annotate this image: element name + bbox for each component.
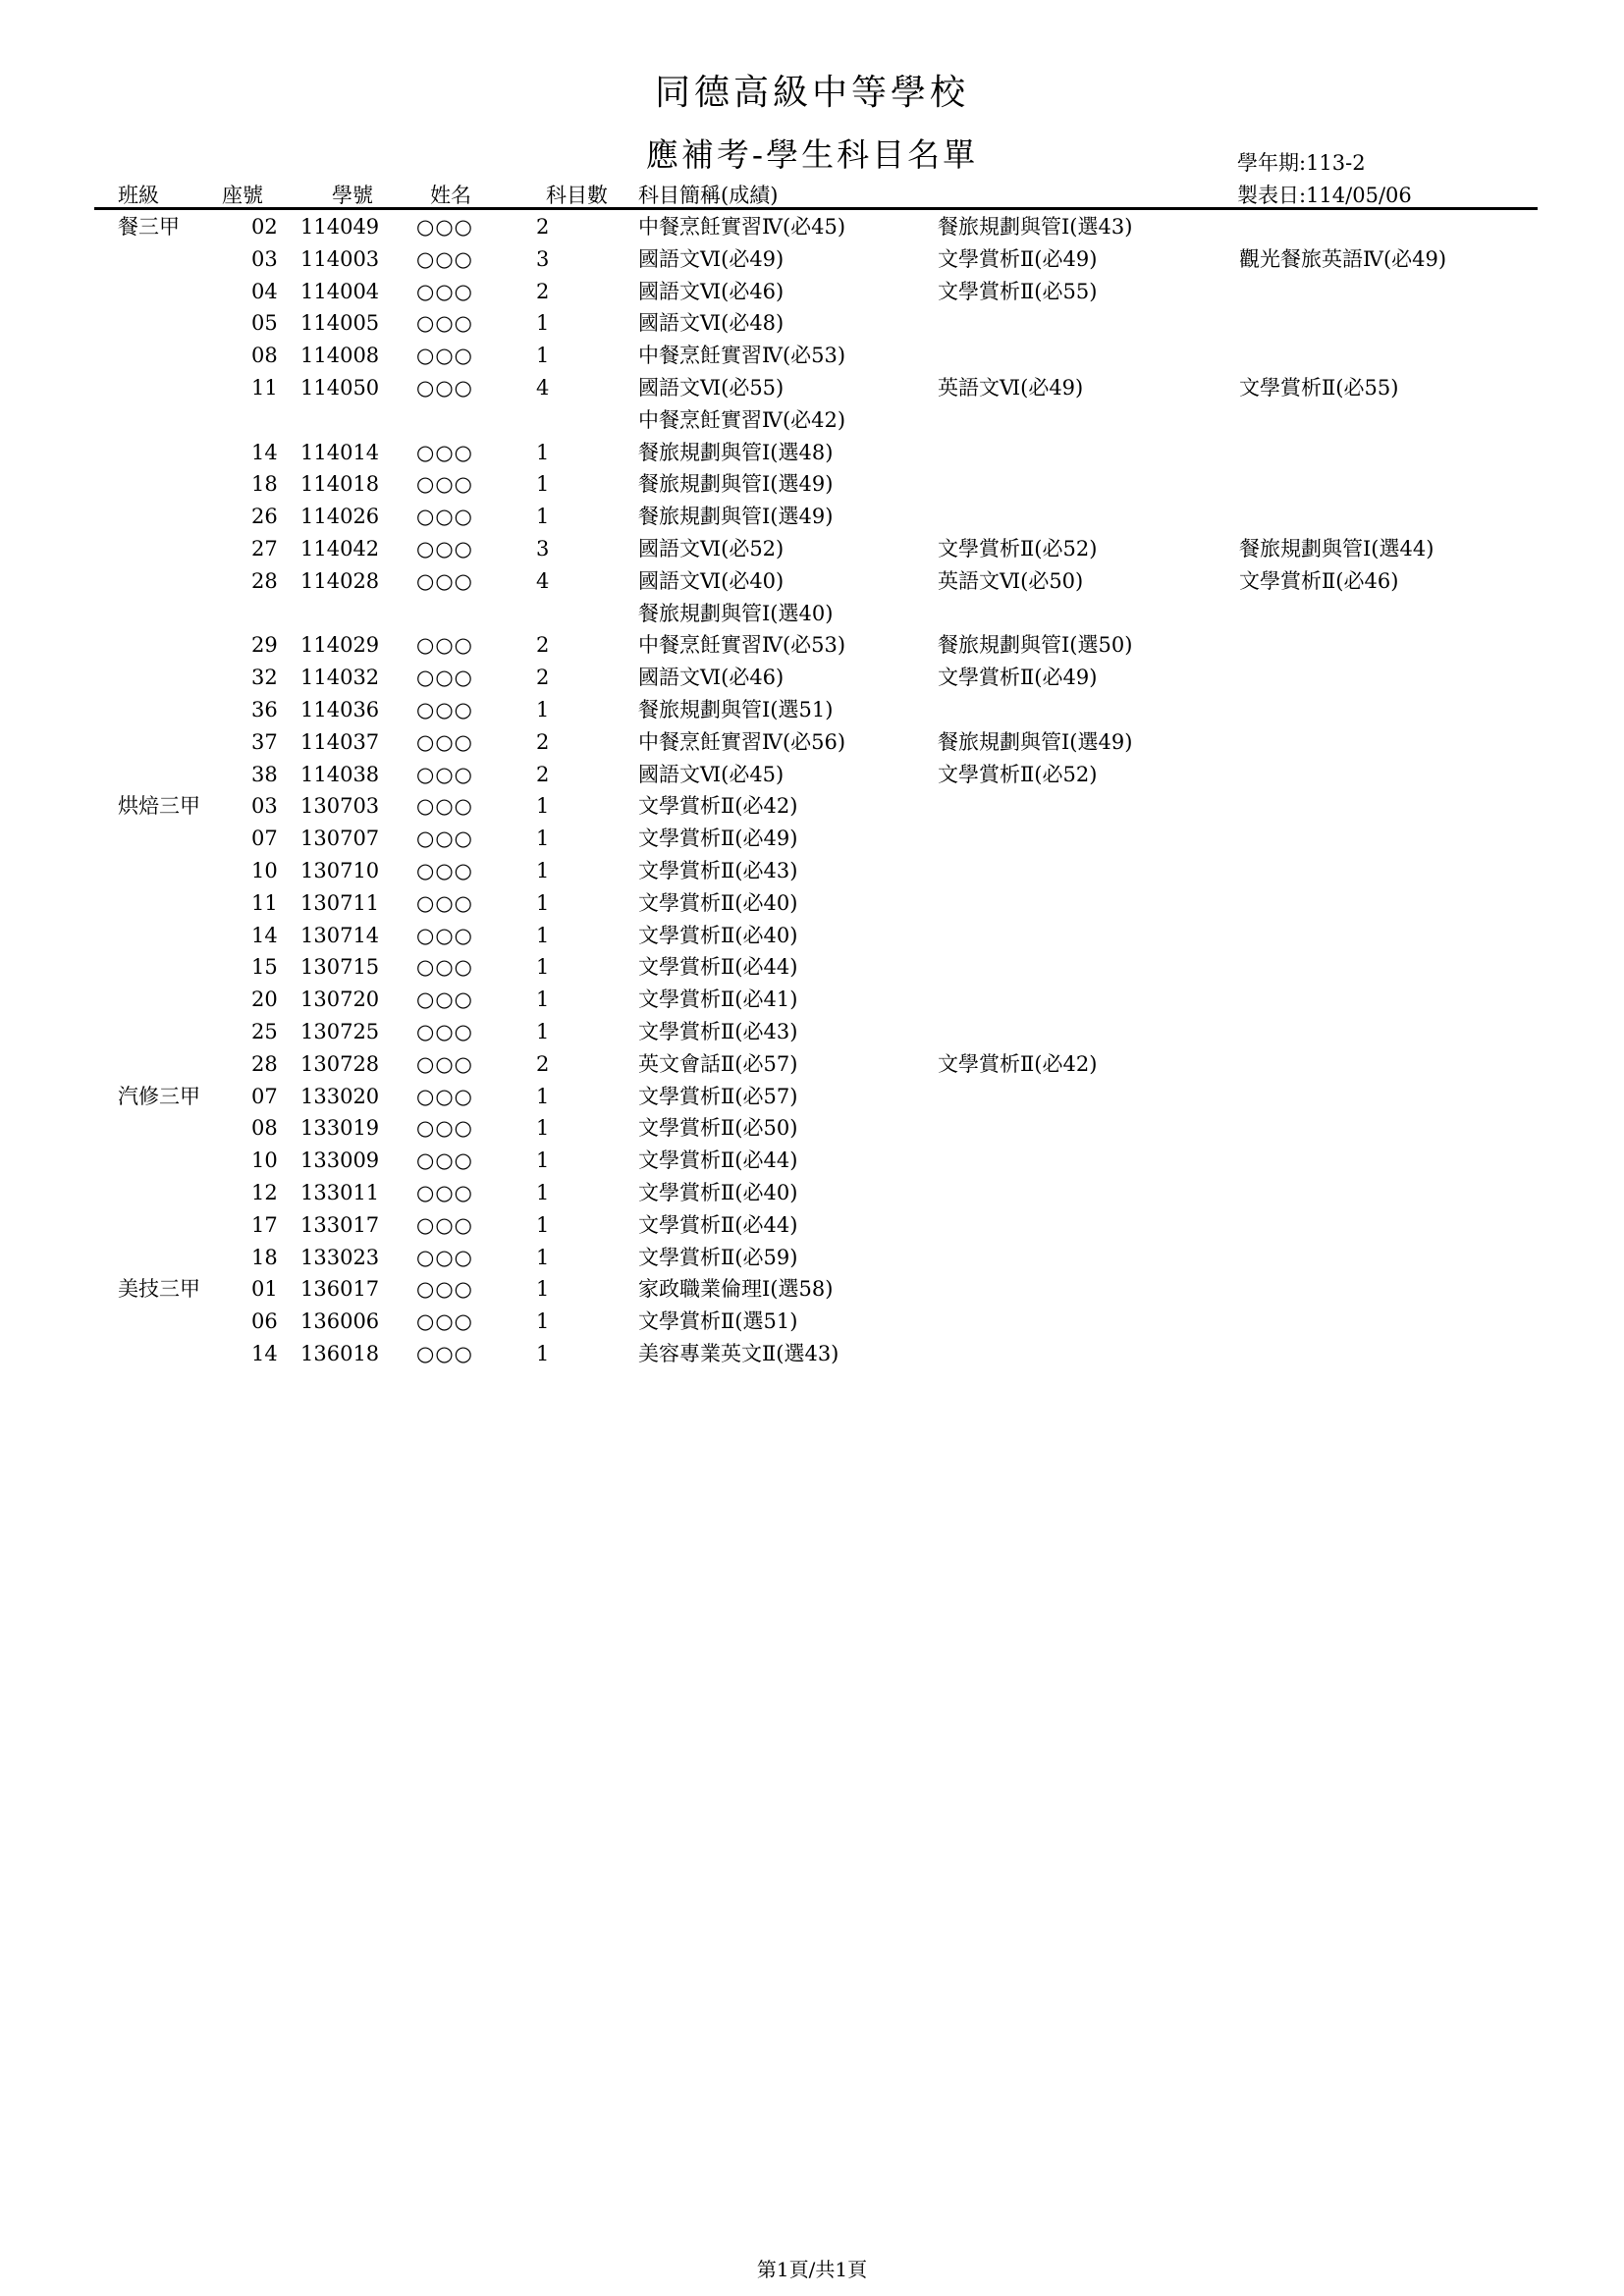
name-cell: ○○○ bbox=[416, 890, 473, 915]
student-id-cell: 130728 bbox=[300, 1051, 380, 1076]
subject-3-cell: 觀光餐旅英語Ⅳ(必49) bbox=[1239, 246, 1447, 271]
seat-cell: 14 bbox=[251, 440, 278, 464]
subject-count-cell: 1 bbox=[536, 827, 550, 851]
subject-1-cell: 國語文Ⅵ(必52) bbox=[638, 536, 785, 561]
seat-cell: 03 bbox=[251, 794, 278, 819]
student-id-cell: 130710 bbox=[300, 858, 380, 882]
header-subject-count: 科目數 bbox=[546, 184, 608, 207]
subject-2-cell: 文學賞析Ⅱ(必52) bbox=[938, 762, 1098, 786]
student-id-cell: 114037 bbox=[300, 729, 380, 754]
name-cell: ○○○ bbox=[416, 858, 473, 882]
table-row bbox=[0, 1016, 1624, 1048]
name-cell: ○○○ bbox=[416, 633, 473, 658]
term-label: 學年期:113-2 bbox=[1237, 151, 1366, 175]
table-row bbox=[0, 1145, 1624, 1177]
seat-cell: 20 bbox=[251, 988, 278, 1012]
table-row bbox=[0, 1338, 1624, 1370]
name-cell: ○○○ bbox=[416, 505, 473, 529]
subject-count-cell: 4 bbox=[536, 568, 550, 593]
table-row bbox=[0, 1306, 1624, 1338]
subject-count-cell: 1 bbox=[536, 440, 550, 464]
table-row bbox=[0, 951, 1624, 984]
name-cell: ○○○ bbox=[416, 1148, 473, 1173]
subject-1-cell: 中餐烹飪實習Ⅳ(必42) bbox=[638, 407, 846, 432]
student-table-body bbox=[0, 211, 1624, 1370]
student-id-cell: 114050 bbox=[300, 375, 380, 400]
subject-count-cell: 1 bbox=[536, 1277, 550, 1302]
header-class: 班級 bbox=[118, 184, 159, 207]
subject-count-cell: 4 bbox=[536, 375, 550, 400]
student-id-cell: 114032 bbox=[300, 666, 380, 690]
table-row bbox=[0, 790, 1624, 823]
document-subtitle: 應補考-學生科目名單 bbox=[645, 135, 979, 174]
subject-1-cell: 文學賞析Ⅱ(必44) bbox=[638, 1148, 798, 1173]
subject-1-cell: 英文會話Ⅱ(必57) bbox=[638, 1051, 798, 1076]
subject-1-cell: 文學賞析Ⅱ(必40) bbox=[638, 890, 798, 915]
subject-1-cell: 國語文Ⅵ(必55) bbox=[638, 375, 785, 400]
table-row bbox=[0, 920, 1624, 952]
subject-1-cell: 文學賞析Ⅱ(必40) bbox=[638, 1180, 798, 1204]
subject-count-cell: 1 bbox=[536, 505, 550, 529]
seat-cell: 25 bbox=[251, 1019, 278, 1043]
name-cell: ○○○ bbox=[416, 729, 473, 754]
subject-count-cell: 3 bbox=[536, 246, 550, 271]
subject-count-cell: 1 bbox=[536, 858, 550, 882]
table-row bbox=[0, 372, 1624, 404]
table-row bbox=[0, 1112, 1624, 1145]
name-cell: ○○○ bbox=[416, 1309, 473, 1334]
table-row bbox=[0, 1242, 1624, 1274]
seat-cell: 18 bbox=[251, 472, 278, 497]
student-id-cell: 114008 bbox=[300, 344, 380, 368]
subject-2-cell: 文學賞析Ⅱ(必49) bbox=[938, 246, 1098, 271]
seat-cell: 28 bbox=[251, 568, 278, 593]
student-id-cell: 133011 bbox=[300, 1180, 380, 1204]
student-id-cell: 114018 bbox=[300, 472, 380, 497]
name-cell: ○○○ bbox=[416, 1180, 473, 1204]
subject-1-cell: 文學賞析Ⅱ(必42) bbox=[638, 794, 798, 819]
class-cell: 汽修三甲 bbox=[118, 1084, 200, 1108]
subject-count-cell: 2 bbox=[536, 633, 550, 658]
subject-1-cell: 餐旅規劃與管Ⅰ(選40) bbox=[638, 601, 834, 625]
seat-cell: 02 bbox=[251, 215, 278, 239]
subject-1-cell: 文學賞析Ⅱ(必59) bbox=[638, 1245, 798, 1269]
name-cell: ○○○ bbox=[416, 568, 473, 593]
seat-cell: 38 bbox=[251, 762, 278, 786]
seat-cell: 18 bbox=[251, 1245, 278, 1269]
table-row bbox=[0, 823, 1624, 855]
student-id-cell: 114036 bbox=[300, 697, 380, 721]
seat-cell: 01 bbox=[251, 1277, 278, 1302]
seat-cell: 17 bbox=[251, 1212, 278, 1237]
name-cell: ○○○ bbox=[416, 536, 473, 561]
student-id-cell: 136017 bbox=[300, 1277, 380, 1302]
table-row bbox=[0, 243, 1624, 276]
student-id-cell: 114005 bbox=[300, 311, 380, 336]
subject-count-cell: 1 bbox=[536, 311, 550, 336]
subject-1-cell: 餐旅規劃與管Ⅰ(選51) bbox=[638, 697, 834, 721]
subject-1-cell: 中餐烹飪實習Ⅳ(必53) bbox=[638, 344, 846, 368]
seat-cell: 28 bbox=[251, 1051, 278, 1076]
subject-1-cell: 國語文Ⅵ(必45) bbox=[638, 762, 785, 786]
name-cell: ○○○ bbox=[416, 988, 473, 1012]
student-id-cell: 114038 bbox=[300, 762, 380, 786]
student-id-cell: 114042 bbox=[300, 536, 380, 561]
subject-3-cell: 文學賞析Ⅱ(必46) bbox=[1239, 568, 1399, 593]
subject-count-cell: 1 bbox=[536, 1180, 550, 1204]
subject-2-cell: 餐旅規劃與管Ⅰ(選50) bbox=[938, 633, 1133, 658]
subject-2-cell: 文學賞析Ⅱ(必55) bbox=[938, 279, 1098, 303]
name-cell: ○○○ bbox=[416, 215, 473, 239]
student-id-cell: 133009 bbox=[300, 1148, 380, 1173]
table-row bbox=[0, 629, 1624, 662]
student-id-cell: 133020 bbox=[300, 1084, 380, 1108]
student-id-cell: 130725 bbox=[300, 1019, 380, 1043]
subject-count-cell: 1 bbox=[536, 1116, 550, 1141]
student-id-cell: 130707 bbox=[300, 827, 380, 851]
seat-cell: 32 bbox=[251, 666, 278, 690]
subject-1-cell: 文學賞析Ⅱ(必50) bbox=[638, 1116, 798, 1141]
table-row bbox=[0, 211, 1624, 243]
seat-cell: 15 bbox=[251, 955, 278, 980]
seat-cell: 11 bbox=[251, 375, 278, 400]
seat-cell: 08 bbox=[251, 344, 278, 368]
table-row bbox=[0, 468, 1624, 501]
subject-count-cell: 2 bbox=[536, 729, 550, 754]
subject-1-cell: 文學賞析Ⅱ(必41) bbox=[638, 988, 798, 1012]
subject-count-cell: 1 bbox=[536, 1341, 550, 1365]
name-cell: ○○○ bbox=[416, 923, 473, 947]
subject-3-cell: 餐旅規劃與管Ⅰ(選44) bbox=[1239, 536, 1435, 561]
table-row bbox=[0, 887, 1624, 920]
subject-count-cell: 1 bbox=[536, 794, 550, 819]
document-title: 同德高級中等學校 bbox=[654, 73, 969, 113]
table-row bbox=[0, 501, 1624, 533]
subject-count-cell: 1 bbox=[536, 1212, 550, 1237]
subject-1-cell: 美容專業英文Ⅱ(選43) bbox=[638, 1341, 839, 1365]
seat-cell: 26 bbox=[251, 505, 278, 529]
header-rule bbox=[94, 207, 1538, 210]
subject-count-cell: 2 bbox=[536, 762, 550, 786]
name-cell: ○○○ bbox=[416, 1116, 473, 1141]
table-row bbox=[0, 598, 1624, 630]
subject-1-cell: 文學賞析Ⅱ(必43) bbox=[638, 1019, 798, 1043]
name-cell: ○○○ bbox=[416, 666, 473, 690]
student-id-cell: 114026 bbox=[300, 505, 380, 529]
subject-1-cell: 國語文Ⅵ(必40) bbox=[638, 568, 785, 593]
subject-count-cell: 2 bbox=[536, 279, 550, 303]
subject-count-cell: 2 bbox=[536, 215, 550, 239]
subject-2-cell: 英語文Ⅵ(必50) bbox=[938, 568, 1084, 593]
subject-count-cell: 1 bbox=[536, 1084, 550, 1108]
seat-cell: 06 bbox=[251, 1309, 278, 1334]
class-cell: 美技三甲 bbox=[118, 1277, 200, 1302]
seat-cell: 36 bbox=[251, 697, 278, 721]
subject-count-cell: 3 bbox=[536, 536, 550, 561]
table-row bbox=[0, 984, 1624, 1016]
page-footer: 第1頁/共1頁 bbox=[756, 2258, 868, 2281]
seat-cell: 10 bbox=[251, 1148, 278, 1173]
name-cell: ○○○ bbox=[416, 762, 473, 786]
name-cell: ○○○ bbox=[416, 440, 473, 464]
table-header bbox=[0, 180, 1624, 207]
table-row bbox=[0, 662, 1624, 694]
seat-cell: 11 bbox=[251, 890, 278, 915]
header-seat: 座號 bbox=[222, 184, 263, 207]
seat-cell: 05 bbox=[251, 311, 278, 336]
subject-3-cell: 文學賞析Ⅱ(必55) bbox=[1239, 375, 1399, 400]
subject-1-cell: 文學賞析Ⅱ(必43) bbox=[638, 858, 798, 882]
subject-count-cell: 1 bbox=[536, 472, 550, 497]
subject-1-cell: 國語文Ⅵ(必49) bbox=[638, 246, 785, 271]
seat-cell: 14 bbox=[251, 1341, 278, 1365]
name-cell: ○○○ bbox=[416, 344, 473, 368]
table-row bbox=[0, 1048, 1624, 1081]
subject-2-cell: 餐旅規劃與管Ⅰ(選43) bbox=[938, 215, 1133, 239]
student-id-cell: 130703 bbox=[300, 794, 380, 819]
student-id-cell: 114028 bbox=[300, 568, 380, 593]
student-id-cell: 130711 bbox=[300, 890, 380, 915]
subject-count-cell: 1 bbox=[536, 1245, 550, 1269]
table-row bbox=[0, 1081, 1624, 1113]
student-id-cell: 114029 bbox=[300, 633, 380, 658]
subject-count-cell: 1 bbox=[536, 890, 550, 915]
name-cell: ○○○ bbox=[416, 472, 473, 497]
subject-2-cell: 英語文Ⅵ(必49) bbox=[938, 375, 1084, 400]
seat-cell: 12 bbox=[251, 1180, 278, 1204]
seat-cell: 29 bbox=[251, 633, 278, 658]
subject-1-cell: 文學賞析Ⅱ(必57) bbox=[638, 1084, 798, 1108]
student-id-cell: 133017 bbox=[300, 1212, 380, 1237]
subject-1-cell: 國語文Ⅵ(必46) bbox=[638, 666, 785, 690]
table-row bbox=[0, 694, 1624, 726]
table-row bbox=[0, 276, 1624, 308]
table-row bbox=[0, 565, 1624, 598]
subject-count-cell: 1 bbox=[536, 1148, 550, 1173]
name-cell: ○○○ bbox=[416, 1245, 473, 1269]
subject-1-cell: 文學賞析Ⅱ(必40) bbox=[638, 923, 798, 947]
student-id-cell: 130715 bbox=[300, 955, 380, 980]
class-cell: 餐三甲 bbox=[118, 215, 180, 239]
seat-cell: 07 bbox=[251, 827, 278, 851]
subject-1-cell: 餐旅規劃與管Ⅰ(選48) bbox=[638, 440, 834, 464]
table-row bbox=[0, 307, 1624, 340]
subject-1-cell: 中餐烹飪實習Ⅳ(必45) bbox=[638, 215, 846, 239]
student-id-cell: 136018 bbox=[300, 1341, 380, 1365]
table-row bbox=[0, 726, 1624, 759]
subject-2-cell: 文學賞析Ⅱ(必42) bbox=[938, 1051, 1098, 1076]
subject-2-cell: 文學賞析Ⅱ(必49) bbox=[938, 666, 1098, 690]
subject-1-cell: 國語文Ⅵ(必46) bbox=[638, 279, 785, 303]
subject-count-cell: 2 bbox=[536, 1051, 550, 1076]
name-cell: ○○○ bbox=[416, 955, 473, 980]
student-id-cell: 114014 bbox=[300, 440, 380, 464]
seat-cell: 03 bbox=[251, 246, 278, 271]
table-row bbox=[0, 404, 1624, 437]
seat-cell: 07 bbox=[251, 1084, 278, 1108]
subject-1-cell: 家政職業倫理Ⅰ(選58) bbox=[638, 1277, 834, 1302]
subject-1-cell: 文學賞析Ⅱ(必44) bbox=[638, 1212, 798, 1237]
name-cell: ○○○ bbox=[416, 311, 473, 336]
name-cell: ○○○ bbox=[416, 1019, 473, 1043]
seat-cell: 14 bbox=[251, 923, 278, 947]
header-name: 姓名 bbox=[430, 184, 471, 207]
subject-1-cell: 中餐烹飪實習Ⅳ(必53) bbox=[638, 633, 846, 658]
subject-1-cell: 餐旅規劃與管Ⅰ(選49) bbox=[638, 472, 834, 497]
name-cell: ○○○ bbox=[416, 1212, 473, 1237]
student-id-cell: 114049 bbox=[300, 215, 380, 239]
subject-count-cell: 1 bbox=[536, 697, 550, 721]
name-cell: ○○○ bbox=[416, 1341, 473, 1365]
seat-cell: 04 bbox=[251, 279, 278, 303]
name-cell: ○○○ bbox=[416, 827, 473, 851]
print-date-label: 製表日:114/05/06 bbox=[1237, 184, 1412, 207]
seat-cell: 08 bbox=[251, 1116, 278, 1141]
subject-count-cell: 1 bbox=[536, 923, 550, 947]
subject-2-cell: 餐旅規劃與管Ⅰ(選49) bbox=[938, 729, 1133, 754]
name-cell: ○○○ bbox=[416, 279, 473, 303]
header-subjects: 科目簡稱(成績) bbox=[638, 184, 779, 207]
student-id-cell: 133019 bbox=[300, 1116, 380, 1141]
subject-count-cell: 1 bbox=[536, 955, 550, 980]
subject-1-cell: 中餐烹飪實習Ⅳ(必56) bbox=[638, 729, 846, 754]
seat-cell: 27 bbox=[251, 536, 278, 561]
subject-1-cell: 國語文Ⅵ(必48) bbox=[638, 311, 785, 336]
header-student-id: 學號 bbox=[332, 184, 373, 207]
table-row bbox=[0, 855, 1624, 887]
table-row bbox=[0, 1177, 1624, 1209]
subject-count-cell: 1 bbox=[536, 1019, 550, 1043]
seat-cell: 10 bbox=[251, 858, 278, 882]
class-cell: 烘焙三甲 bbox=[118, 794, 200, 819]
name-cell: ○○○ bbox=[416, 1084, 473, 1108]
student-id-cell: 130714 bbox=[300, 923, 380, 947]
subject-1-cell: 文學賞析Ⅱ(必49) bbox=[638, 827, 798, 851]
subject-2-cell: 文學賞析Ⅱ(必52) bbox=[938, 536, 1098, 561]
student-id-cell: 133023 bbox=[300, 1245, 380, 1269]
subject-1-cell: 文學賞析Ⅱ(必44) bbox=[638, 955, 798, 980]
table-row bbox=[0, 1209, 1624, 1242]
name-cell: ○○○ bbox=[416, 375, 473, 400]
student-id-cell: 130720 bbox=[300, 988, 380, 1012]
subject-1-cell: 餐旅規劃與管Ⅰ(選49) bbox=[638, 505, 834, 529]
table-row bbox=[0, 1273, 1624, 1306]
table-row bbox=[0, 340, 1624, 372]
subject-count-cell: 1 bbox=[536, 988, 550, 1012]
name-cell: ○○○ bbox=[416, 794, 473, 819]
name-cell: ○○○ bbox=[416, 1051, 473, 1076]
subject-count-cell: 1 bbox=[536, 1309, 550, 1334]
name-cell: ○○○ bbox=[416, 1277, 473, 1302]
seat-cell: 37 bbox=[251, 729, 278, 754]
table-row bbox=[0, 437, 1624, 469]
name-cell: ○○○ bbox=[416, 697, 473, 721]
student-id-cell: 114003 bbox=[300, 246, 380, 271]
student-id-cell: 136006 bbox=[300, 1309, 380, 1334]
table-row bbox=[0, 759, 1624, 791]
student-id-cell: 114004 bbox=[300, 279, 380, 303]
subject-1-cell: 文學賞析Ⅱ(選51) bbox=[638, 1309, 798, 1334]
subject-count-cell: 1 bbox=[536, 344, 550, 368]
table-row bbox=[0, 533, 1624, 565]
name-cell: ○○○ bbox=[416, 246, 473, 271]
subject-count-cell: 2 bbox=[536, 666, 550, 690]
